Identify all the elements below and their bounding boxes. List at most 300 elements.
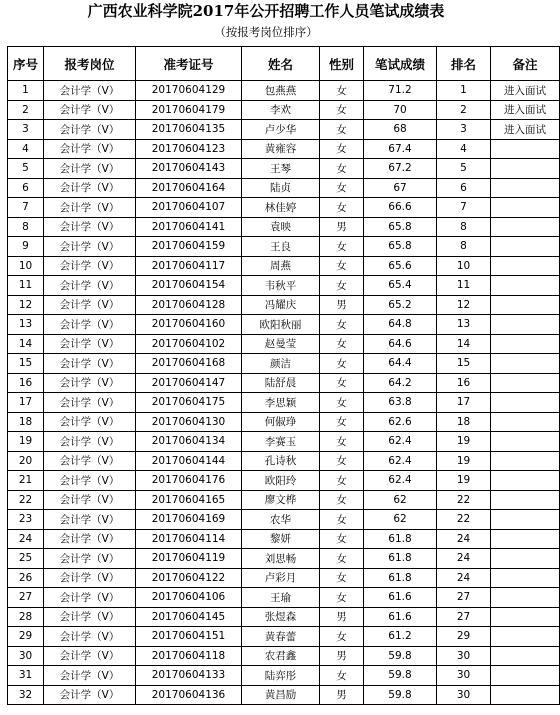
cell-note bbox=[491, 666, 560, 686]
cell-rank: 4 bbox=[437, 139, 491, 159]
cell-name: 黄昌励 bbox=[242, 685, 320, 705]
cell-no: 6 bbox=[8, 178, 44, 198]
cell-rank: 10 bbox=[437, 256, 491, 276]
cell-position: 会计学（Ⅴ） bbox=[44, 159, 136, 179]
cell-gender: 女 bbox=[320, 510, 364, 530]
cell-rank: 24 bbox=[437, 568, 491, 588]
cell-exam-id: 20170604169 bbox=[136, 510, 242, 530]
cell-no: 16 bbox=[8, 373, 44, 393]
cell-name: 张煜森 bbox=[242, 607, 320, 627]
cell-rank: 16 bbox=[437, 373, 491, 393]
cell-exam-id: 20170604165 bbox=[136, 490, 242, 510]
cell-exam-id: 20170604136 bbox=[136, 685, 242, 705]
table-row bbox=[8, 100, 560, 120]
table-row bbox=[8, 393, 560, 413]
table-header bbox=[8, 47, 560, 81]
cell-rank: 22 bbox=[437, 490, 491, 510]
cell-note bbox=[491, 432, 560, 452]
cell-position: 会计学（Ⅴ） bbox=[44, 646, 136, 666]
table-row bbox=[8, 549, 560, 569]
cell-score: 59.8 bbox=[364, 685, 437, 705]
table-row bbox=[8, 685, 560, 705]
cell-position: 会计学（Ⅴ） bbox=[44, 529, 136, 549]
cell-rank: 11 bbox=[437, 276, 491, 296]
cell-no: 8 bbox=[8, 217, 44, 237]
cell-position: 会计学（Ⅴ） bbox=[44, 295, 136, 315]
cell-gender: 女 bbox=[320, 432, 364, 452]
table-row bbox=[8, 529, 560, 549]
cell-score: 64.4 bbox=[364, 354, 437, 374]
cell-gender: 女 bbox=[320, 373, 364, 393]
cell-name: 王良 bbox=[242, 237, 320, 257]
cell-gender: 女 bbox=[320, 666, 364, 686]
cell-exam-id: 20170604179 bbox=[136, 100, 242, 120]
cell-position: 会计学（Ⅴ） bbox=[44, 393, 136, 413]
cell-position: 会计学（Ⅴ） bbox=[44, 510, 136, 530]
cell-gender: 男 bbox=[320, 685, 364, 705]
cell-note bbox=[491, 217, 560, 237]
table-row bbox=[8, 432, 560, 452]
cell-rank: 8 bbox=[437, 217, 491, 237]
table-row bbox=[8, 510, 560, 530]
table-body bbox=[8, 81, 560, 705]
cell-rank: 17 bbox=[437, 393, 491, 413]
table-row bbox=[8, 568, 560, 588]
cell-name: 赵曼莹 bbox=[242, 334, 320, 354]
cell-gender: 女 bbox=[320, 451, 364, 471]
cell-position: 会计学（Ⅴ） bbox=[44, 471, 136, 491]
header-no: 序号 bbox=[8, 47, 44, 81]
table-row bbox=[8, 627, 560, 647]
table-row bbox=[8, 354, 560, 374]
cell-no: 32 bbox=[8, 685, 44, 705]
cell-rank: 27 bbox=[437, 588, 491, 608]
cell-score: 65.6 bbox=[364, 256, 437, 276]
cell-gender: 女 bbox=[320, 256, 364, 276]
cell-no: 12 bbox=[8, 295, 44, 315]
cell-no: 2 bbox=[8, 100, 44, 120]
cell-score: 71.2 bbox=[364, 81, 437, 101]
cell-gender: 女 bbox=[320, 100, 364, 120]
cell-name: 黄雍容 bbox=[242, 139, 320, 159]
cell-score: 65.8 bbox=[364, 237, 437, 257]
cell-gender: 女 bbox=[320, 588, 364, 608]
cell-note bbox=[491, 334, 560, 354]
cell-exam-id: 20170604160 bbox=[136, 315, 242, 335]
cell-name: 刘思畅 bbox=[242, 549, 320, 569]
cell-position: 会计学（Ⅴ） bbox=[44, 549, 136, 569]
cell-position: 会计学（Ⅴ） bbox=[44, 276, 136, 296]
header-name: 姓名 bbox=[242, 47, 320, 81]
cell-exam-id: 20170604144 bbox=[136, 451, 242, 471]
cell-exam-id: 20170604145 bbox=[136, 607, 242, 627]
cell-score: 65.8 bbox=[364, 217, 437, 237]
cell-exam-id: 20170604176 bbox=[136, 471, 242, 491]
cell-gender: 女 bbox=[320, 276, 364, 296]
table-row bbox=[8, 412, 560, 432]
cell-gender: 女 bbox=[320, 393, 364, 413]
cell-name: 卢少华 bbox=[242, 120, 320, 140]
cell-score: 65.4 bbox=[364, 276, 437, 296]
cell-gender: 女 bbox=[320, 81, 364, 101]
cell-name: 欧阳玲 bbox=[242, 471, 320, 491]
cell-exam-id: 20170604128 bbox=[136, 295, 242, 315]
cell-position: 会计学（Ⅴ） bbox=[44, 217, 136, 237]
cell-score: 70 bbox=[364, 100, 437, 120]
cell-position: 会计学（Ⅴ） bbox=[44, 81, 136, 101]
cell-name: 李思颖 bbox=[242, 393, 320, 413]
cell-no: 13 bbox=[8, 315, 44, 335]
cell-no: 26 bbox=[8, 568, 44, 588]
cell-note bbox=[491, 471, 560, 491]
cell-score: 59.8 bbox=[364, 666, 437, 686]
cell-no: 11 bbox=[8, 276, 44, 296]
cell-gender: 女 bbox=[320, 529, 364, 549]
cell-score: 62.4 bbox=[364, 471, 437, 491]
cell-gender: 女 bbox=[320, 471, 364, 491]
cell-note bbox=[491, 393, 560, 413]
cell-gender: 女 bbox=[320, 549, 364, 569]
cell-note bbox=[491, 490, 560, 510]
cell-name: 陆贞 bbox=[242, 178, 320, 198]
cell-note: 进入面试 bbox=[491, 81, 560, 101]
cell-no: 7 bbox=[8, 198, 44, 218]
cell-exam-id: 20170604143 bbox=[136, 159, 242, 179]
cell-name: 陆舒晨 bbox=[242, 373, 320, 393]
cell-score: 64.6 bbox=[364, 334, 437, 354]
cell-gender: 女 bbox=[320, 198, 364, 218]
table-row bbox=[8, 237, 560, 257]
cell-name: 王琴 bbox=[242, 159, 320, 179]
cell-exam-id: 20170604122 bbox=[136, 568, 242, 588]
cell-score: 62.4 bbox=[364, 432, 437, 452]
cell-no: 22 bbox=[8, 490, 44, 510]
cell-score: 62.4 bbox=[364, 451, 437, 471]
cell-note bbox=[491, 549, 560, 569]
cell-position: 会计学（Ⅴ） bbox=[44, 666, 136, 686]
cell-rank: 13 bbox=[437, 315, 491, 335]
cell-no: 20 bbox=[8, 451, 44, 471]
cell-no: 3 bbox=[8, 120, 44, 140]
cell-name: 林佳婷 bbox=[242, 198, 320, 218]
cell-note bbox=[491, 627, 560, 647]
cell-no: 4 bbox=[8, 139, 44, 159]
cell-rank: 3 bbox=[437, 120, 491, 140]
table-row bbox=[8, 256, 560, 276]
cell-gender: 女 bbox=[320, 178, 364, 198]
cell-gender: 女 bbox=[320, 568, 364, 588]
cell-gender: 女 bbox=[320, 139, 364, 159]
cell-rank: 19 bbox=[437, 432, 491, 452]
cell-note bbox=[491, 529, 560, 549]
cell-exam-id: 20170604164 bbox=[136, 178, 242, 198]
cell-gender: 女 bbox=[320, 354, 364, 374]
cell-no: 10 bbox=[8, 256, 44, 276]
cell-score: 62.6 bbox=[364, 412, 437, 432]
cell-score: 64.2 bbox=[364, 373, 437, 393]
cell-score: 67.4 bbox=[364, 139, 437, 159]
table-row bbox=[8, 295, 560, 315]
cell-exam-id: 20170604133 bbox=[136, 666, 242, 686]
cell-no: 9 bbox=[8, 237, 44, 257]
cell-note bbox=[491, 510, 560, 530]
cell-no: 31 bbox=[8, 666, 44, 686]
cell-name: 冯耀庆 bbox=[242, 295, 320, 315]
cell-gender: 男 bbox=[320, 295, 364, 315]
table-row bbox=[8, 490, 560, 510]
cell-position: 会计学（Ⅴ） bbox=[44, 685, 136, 705]
table-row bbox=[8, 471, 560, 491]
cell-score: 67.2 bbox=[364, 159, 437, 179]
table-row bbox=[8, 178, 560, 198]
cell-gender: 男 bbox=[320, 607, 364, 627]
document-title: 广西农业科学院2017年公开招聘工作人员笔试成绩表 bbox=[87, 2, 445, 20]
cell-exam-id: 20170604134 bbox=[136, 432, 242, 452]
cell-no: 27 bbox=[8, 588, 44, 608]
table-row bbox=[8, 646, 560, 666]
cell-name: 孔诗秋 bbox=[242, 451, 320, 471]
cell-no: 18 bbox=[8, 412, 44, 432]
cell-score: 61.6 bbox=[364, 607, 437, 627]
cell-score: 63.8 bbox=[364, 393, 437, 413]
cell-rank: 30 bbox=[437, 685, 491, 705]
cell-exam-id: 20170604130 bbox=[136, 412, 242, 432]
cell-rank: 19 bbox=[437, 451, 491, 471]
cell-name: 颜洁 bbox=[242, 354, 320, 374]
cell-score: 68 bbox=[364, 120, 437, 140]
cell-name: 陆弈彤 bbox=[242, 666, 320, 686]
cell-rank: 18 bbox=[437, 412, 491, 432]
cell-rank: 29 bbox=[437, 627, 491, 647]
cell-name: 包燕燕 bbox=[242, 81, 320, 101]
cell-no: 30 bbox=[8, 646, 44, 666]
table-row bbox=[8, 607, 560, 627]
header-note: 备注 bbox=[491, 47, 560, 81]
table-row bbox=[8, 276, 560, 296]
cell-name: 袁映 bbox=[242, 217, 320, 237]
cell-rank: 12 bbox=[437, 295, 491, 315]
cell-gender: 女 bbox=[320, 315, 364, 335]
cell-rank: 15 bbox=[437, 354, 491, 374]
table-row bbox=[8, 334, 560, 354]
cell-exam-id: 20170604123 bbox=[136, 139, 242, 159]
cell-note bbox=[491, 159, 560, 179]
cell-position: 会计学（Ⅴ） bbox=[44, 354, 136, 374]
cell-note bbox=[491, 685, 560, 705]
cell-no: 24 bbox=[8, 529, 44, 549]
cell-gender: 女 bbox=[320, 412, 364, 432]
cell-score: 67 bbox=[364, 178, 437, 198]
cell-note bbox=[491, 354, 560, 374]
cell-exam-id: 20170604175 bbox=[136, 393, 242, 413]
cell-no: 17 bbox=[8, 393, 44, 413]
cell-gender: 男 bbox=[320, 217, 364, 237]
cell-gender: 女 bbox=[320, 490, 364, 510]
cell-gender: 女 bbox=[320, 120, 364, 140]
table-row bbox=[8, 217, 560, 237]
header-exam-id: 准考证号 bbox=[136, 47, 242, 81]
cell-name: 廖文桦 bbox=[242, 490, 320, 510]
cell-name: 农华 bbox=[242, 510, 320, 530]
cell-exam-id: 20170604102 bbox=[136, 334, 242, 354]
cell-name: 卢彩月 bbox=[242, 568, 320, 588]
cell-position: 会计学（Ⅴ） bbox=[44, 237, 136, 257]
cell-position: 会计学（Ⅴ） bbox=[44, 588, 136, 608]
cell-gender: 女 bbox=[320, 627, 364, 647]
cell-exam-id: 20170604107 bbox=[136, 198, 242, 218]
cell-score: 64.8 bbox=[364, 315, 437, 335]
cell-position: 会计学（Ⅴ） bbox=[44, 198, 136, 218]
table-row bbox=[8, 159, 560, 179]
cell-exam-id: 20170604106 bbox=[136, 588, 242, 608]
cell-no: 25 bbox=[8, 549, 44, 569]
document-subtitle: （按报考岗位排序） bbox=[214, 25, 318, 39]
cell-name: 李欢 bbox=[242, 100, 320, 120]
table-row bbox=[8, 373, 560, 393]
header-position: 报考岗位 bbox=[44, 47, 136, 81]
cell-position: 会计学（Ⅴ） bbox=[44, 178, 136, 198]
cell-rank: 1 bbox=[437, 81, 491, 101]
cell-gender: 男 bbox=[320, 646, 364, 666]
cell-name: 黎妍 bbox=[242, 529, 320, 549]
cell-note bbox=[491, 568, 560, 588]
cell-note bbox=[491, 198, 560, 218]
cell-score: 61.8 bbox=[364, 568, 437, 588]
cell-position: 会计学（Ⅴ） bbox=[44, 373, 136, 393]
cell-rank: 27 bbox=[437, 607, 491, 627]
cell-score: 65.2 bbox=[364, 295, 437, 315]
cell-note bbox=[491, 646, 560, 666]
cell-note bbox=[491, 256, 560, 276]
cell-no: 14 bbox=[8, 334, 44, 354]
cell-rank: 2 bbox=[437, 100, 491, 120]
cell-position: 会计学（Ⅴ） bbox=[44, 334, 136, 354]
cell-note bbox=[491, 373, 560, 393]
cell-rank: 24 bbox=[437, 529, 491, 549]
cell-rank: 19 bbox=[437, 471, 491, 491]
cell-name: 王瑜 bbox=[242, 588, 320, 608]
cell-score: 66.6 bbox=[364, 198, 437, 218]
cell-name: 周燕 bbox=[242, 256, 320, 276]
cell-note: 进入面试 bbox=[491, 100, 560, 120]
cell-exam-id: 20170604168 bbox=[136, 354, 242, 374]
cell-gender: 女 bbox=[320, 334, 364, 354]
cell-exam-id: 20170604151 bbox=[136, 627, 242, 647]
scores-table bbox=[7, 46, 560, 705]
cell-exam-id: 20170604141 bbox=[136, 217, 242, 237]
cell-note bbox=[491, 451, 560, 471]
cell-exam-id: 20170604118 bbox=[136, 646, 242, 666]
cell-score: 61.6 bbox=[364, 588, 437, 608]
cell-rank: 22 bbox=[437, 510, 491, 530]
cell-position: 会计学（Ⅴ） bbox=[44, 120, 136, 140]
cell-position: 会计学（Ⅴ） bbox=[44, 568, 136, 588]
cell-name: 农君鑫 bbox=[242, 646, 320, 666]
cell-position: 会计学（Ⅴ） bbox=[44, 256, 136, 276]
cell-score: 59.8 bbox=[364, 646, 437, 666]
cell-rank: 24 bbox=[437, 549, 491, 569]
cell-score: 61.2 bbox=[364, 627, 437, 647]
header-gender: 性别 bbox=[320, 47, 364, 81]
cell-rank: 14 bbox=[437, 334, 491, 354]
cell-exam-id: 20170604129 bbox=[136, 81, 242, 101]
cell-rank: 6 bbox=[437, 178, 491, 198]
cell-name: 何俶琤 bbox=[242, 412, 320, 432]
table-row bbox=[8, 588, 560, 608]
cell-note bbox=[491, 139, 560, 159]
cell-no: 1 bbox=[8, 81, 44, 101]
table-row bbox=[8, 81, 560, 101]
header-rank: 排名 bbox=[437, 47, 491, 81]
cell-rank: 8 bbox=[437, 237, 491, 257]
cell-position: 会计学（Ⅴ） bbox=[44, 451, 136, 471]
cell-gender: 女 bbox=[320, 159, 364, 179]
cell-name: 韦秋平 bbox=[242, 276, 320, 296]
cell-note bbox=[491, 237, 560, 257]
header-score: 笔试成绩 bbox=[364, 47, 437, 81]
cell-no: 5 bbox=[8, 159, 44, 179]
cell-exam-id: 20170604114 bbox=[136, 529, 242, 549]
cell-exam-id: 20170604154 bbox=[136, 276, 242, 296]
cell-note bbox=[491, 588, 560, 608]
cell-position: 会计学（Ⅴ） bbox=[44, 412, 136, 432]
cell-exam-id: 20170604119 bbox=[136, 549, 242, 569]
cell-position: 会计学（Ⅴ） bbox=[44, 315, 136, 335]
cell-position: 会计学（Ⅴ） bbox=[44, 607, 136, 627]
cell-rank: 7 bbox=[437, 198, 491, 218]
cell-score: 62 bbox=[364, 510, 437, 530]
cell-position: 会计学（Ⅴ） bbox=[44, 100, 136, 120]
cell-position: 会计学（Ⅴ） bbox=[44, 490, 136, 510]
cell-name: 欧阳秋丽 bbox=[242, 315, 320, 335]
table-row bbox=[8, 139, 560, 159]
cell-exam-id: 20170604135 bbox=[136, 120, 242, 140]
table-row bbox=[8, 451, 560, 471]
cell-no: 28 bbox=[8, 607, 44, 627]
cell-rank: 5 bbox=[437, 159, 491, 179]
cell-note bbox=[491, 607, 560, 627]
table-row bbox=[8, 120, 560, 140]
table-row bbox=[8, 666, 560, 686]
cell-note: 进入面试 bbox=[491, 120, 560, 140]
cell-rank: 30 bbox=[437, 666, 491, 686]
cell-rank: 30 bbox=[437, 646, 491, 666]
cell-name: 黄春蕾 bbox=[242, 627, 320, 647]
cell-position: 会计学（Ⅴ） bbox=[44, 627, 136, 647]
cell-note bbox=[491, 178, 560, 198]
header-row bbox=[8, 47, 560, 81]
cell-name: 李赛玉 bbox=[242, 432, 320, 452]
cell-no: 15 bbox=[8, 354, 44, 374]
cell-score: 61.8 bbox=[364, 529, 437, 549]
cell-no: 23 bbox=[8, 510, 44, 530]
cell-note bbox=[491, 295, 560, 315]
cell-exam-id: 20170604117 bbox=[136, 256, 242, 276]
table-row bbox=[8, 315, 560, 335]
cell-position: 会计学（Ⅴ） bbox=[44, 139, 136, 159]
cell-note bbox=[491, 276, 560, 296]
cell-no: 29 bbox=[8, 627, 44, 647]
cell-no: 19 bbox=[8, 432, 44, 452]
cell-exam-id: 20170604159 bbox=[136, 237, 242, 257]
cell-exam-id: 20170604147 bbox=[136, 373, 242, 393]
cell-note bbox=[491, 412, 560, 432]
cell-score: 61.8 bbox=[364, 549, 437, 569]
cell-gender: 女 bbox=[320, 237, 364, 257]
cell-position: 会计学（Ⅴ） bbox=[44, 432, 136, 452]
cell-no: 21 bbox=[8, 471, 44, 491]
cell-score: 62 bbox=[364, 490, 437, 510]
